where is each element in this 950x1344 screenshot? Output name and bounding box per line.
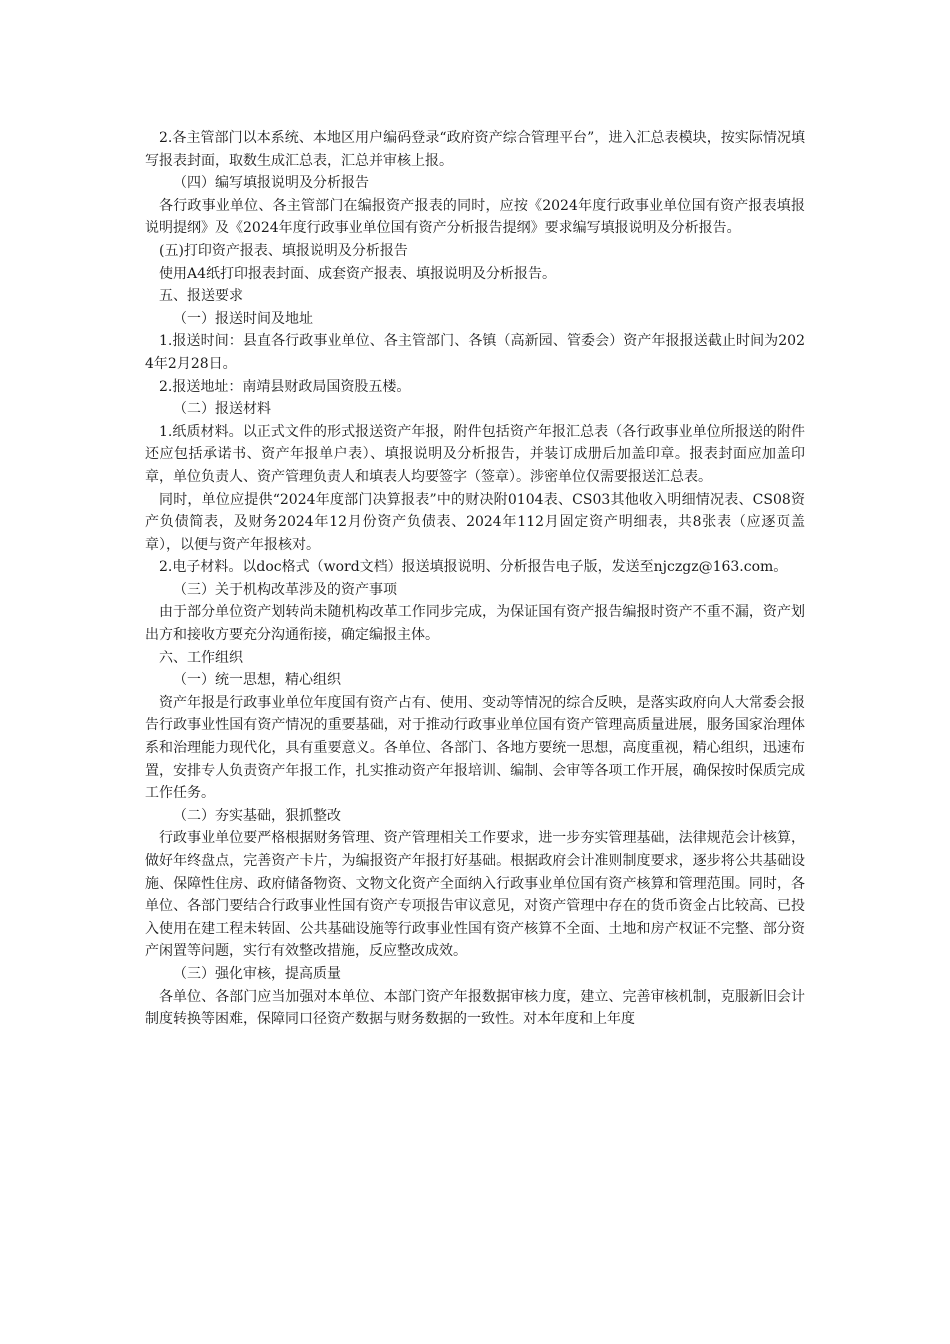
body-paragraph: 各行政事业单位、各主管部门在编报资产报表的同时，应按《2024年度行政事业单位国有资产报表填报说明提纲》及《2024年度行政事业单位国有资产分析报告提纲》要求编写填报说明及分析报告。 <box>145 197 805 237</box>
document-page <box>145 127 805 1031</box>
body-paragraph: 使用A4纸打印报表封面、成套资产报表、填报说明及分析报告。 <box>159 265 557 282</box>
body-paragraph: 2.电子材料。以doc格式（word文档）报送填报说明、分析报告电子版，发送至njczgz@163.com。 <box>159 559 788 576</box>
body-paragraph: 1.纸质材料。以正式文件的形式报送资产年报，附件包括资产年报汇总表（各行政事业单位所报送的附件还应包括承诺书、资产年报单户表）、填报说明及分析报告，并装订成册后加盖印章。报表封面应加盖印章，单位负责人、资产管理负责人和填表人均要签字（签章）。涉密单位仅需要报送汇总表。 <box>145 423 805 485</box>
section-subheading: （三）关于机构改革涉及的资产事项 <box>173 581 397 598</box>
body-paragraph: 同时，单位应提供“2024年度部门决算报表”中的财决附0104表、CS03其他收入明细情况表、CS08资产负债简表，及财务2024年12月份资产负债表、2024年112月固定资产明细表，共8张表（应逐页盖章），以便与资产年报核对。 <box>145 491 805 553</box>
body-paragraph: 由于部分单位资产划转尚未随机构改革工作同步完成，为保证国有资产报告编报时资产不重不漏，资产划出方和接收方要充分沟通衔接，确定编报主体。 <box>145 604 805 644</box>
section-subheading: （二）夯实基础，狠抓整改 <box>173 807 341 824</box>
section-subheading: （一）统一思想，精心组织 <box>173 672 341 689</box>
body-paragraph: 五、报送要求 <box>159 288 243 305</box>
section-subheading: （四）编写填报说明及分析报告 <box>173 175 369 192</box>
body-paragraph: 六、工作组织 <box>159 649 243 666</box>
body-paragraph: (五)打印资产报表、填报说明及分析报告 <box>159 242 408 259</box>
section-subheading: （一）报送时间及地址 <box>173 310 313 327</box>
section-subheading: （三）强化审核，提高质量 <box>173 965 341 982</box>
body-paragraph: 行政事业单位要严格根据财务管理、资产管理相关工作要求，进一步夯实管理基础，法律规范会计核算，做好年终盘点，完善资产卡片，为编报资产年报打好基础。根据政府会计准则制度要求，逐步将公共基础设施、保障性住房、政府储备物资、文物文化资产全面纳入行政事业单位国有资产核算和管理范围。同时，各单位、各部门要结合行政事业性国有资产专项报告审议意见，对资产管理中存在的货币资金占比较高、已投入使用在建工程未转固、公共基础设施等行政事业性国有资产核算不全面、土地和房产权证不完整、部分资产闲置等问题，实行有效整改措施，反应整改成效。 <box>145 830 805 960</box>
body-paragraph: 2.报送地址：南靖县财政局国资股五楼。 <box>159 378 411 395</box>
section-subheading: （二）报送材料 <box>173 401 271 418</box>
body-paragraph: 资产年报是行政事业单位年度国有资产占有、使用、变动等情况的综合反映，是落实政府向人大常委会报告行政事业性国有资产情况的重要基础，对于推动行政事业单位国有资产管理高质量进展，服务国家治理体系和治理能力现代化，具有重要意义。各单位、各部门、各地方要统一思想，高度重视，精心组织，迅速布置，安排专人负责资产年报工作，扎实推动资产年报培训、编制、会审等各项工作开展，确保按时保质完成工作任务。 <box>145 694 805 802</box>
body-paragraph: 2.各主管部门以本系统、本地区用户编码登录“政府资产综合管理平台”，进入汇总表模块，按实际情况填写报表封面，取数生成汇总表，汇总并审核上报。 <box>145 130 805 169</box>
body-paragraph: 1.报送时间：县直各行政事业单位、各主管部门、各镇（高新园、管委会）资产年报报送截止时间为2024年2月28日。 <box>145 333 805 372</box>
body-paragraph: 各单位、各部门应当加强对本单位、本部门资产年报数据审核力度，建立、完善审核机制，克服新旧会计制度转换等困难，保障同口径资产数据与财务数据的一致性。对本年度和上年度 <box>145 988 805 1028</box>
